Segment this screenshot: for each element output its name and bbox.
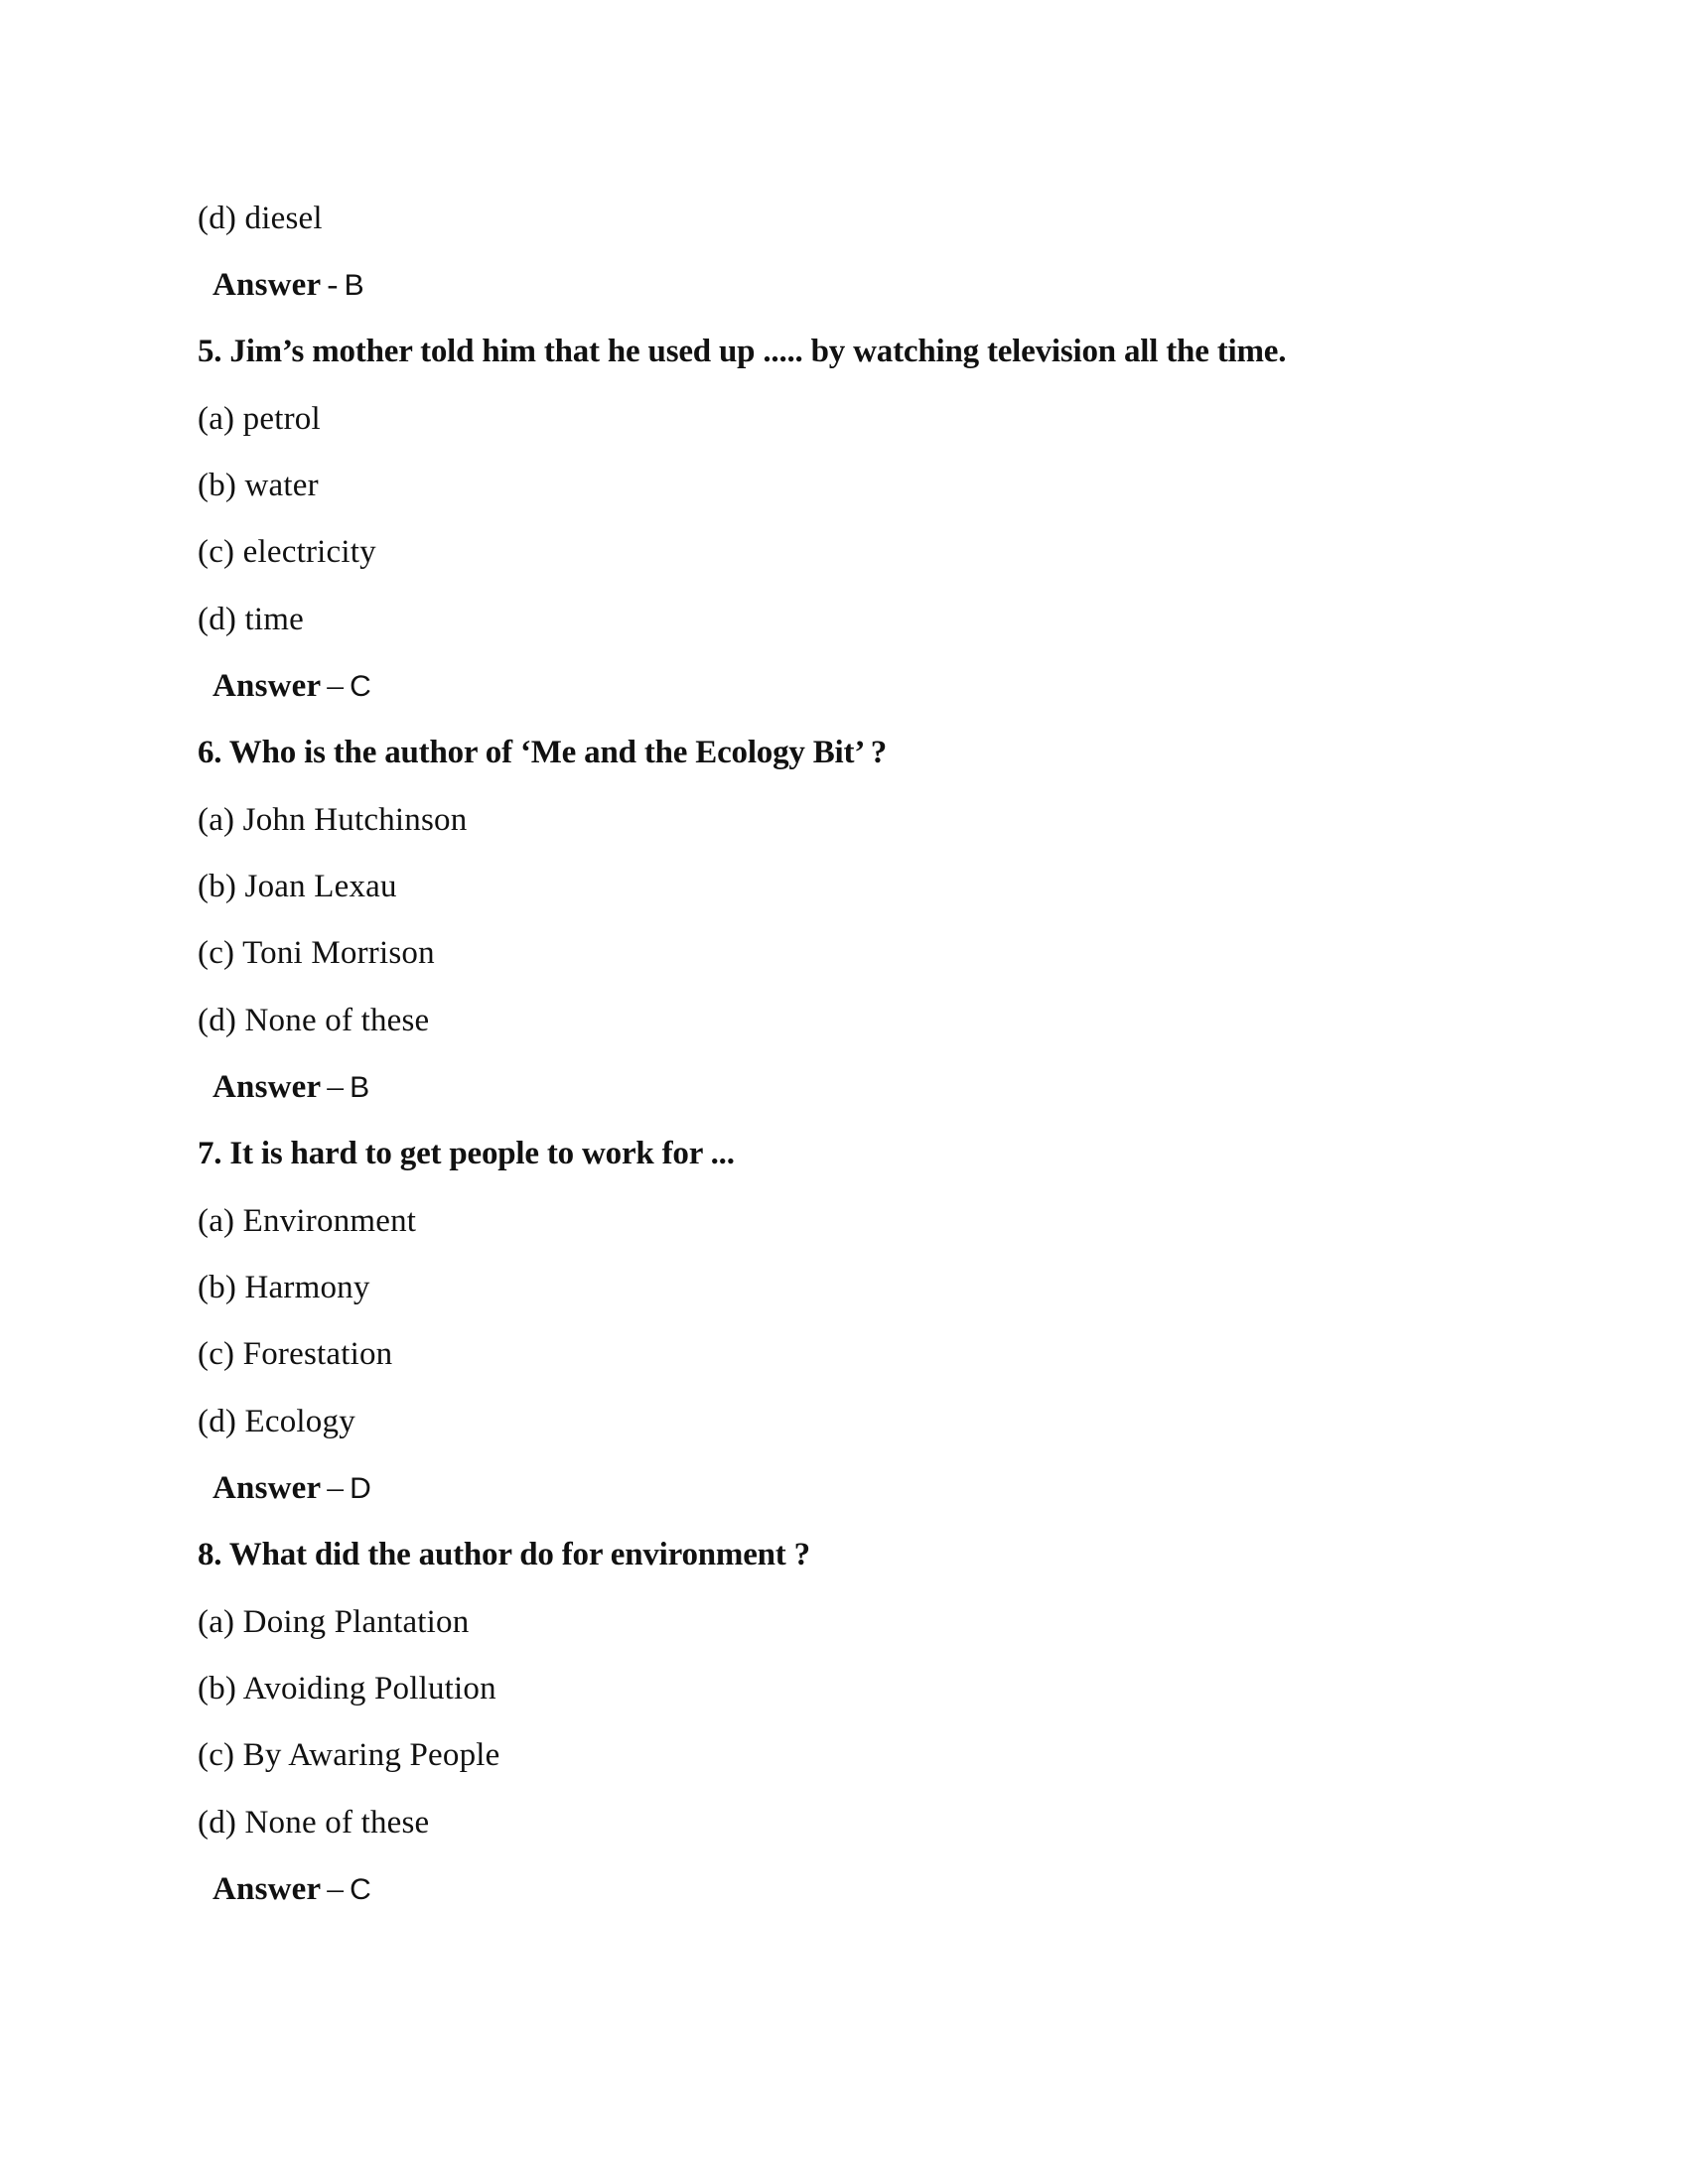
option-8b: (b) Avoiding Pollution (198, 1671, 496, 1706)
option-5d: (d) time (198, 602, 304, 637)
option-7c: (c) Forestation (198, 1336, 393, 1372)
answer-label: Answer (212, 1069, 322, 1105)
option-6c: (c) Toni Morrison (198, 935, 435, 971)
answer-label: Answer (212, 1871, 322, 1907)
option-6a: (a) John Hutchinson (198, 802, 468, 838)
answer-value: D (350, 1472, 371, 1505)
answer-6 (212, 1063, 369, 1111)
answer-value: B (344, 269, 364, 302)
answer-label: Answer (212, 267, 322, 303)
answer-value: B (350, 1071, 370, 1104)
answer-label: Answer (212, 1470, 322, 1506)
option-8c: (c) By Awaring People (198, 1737, 500, 1773)
answer-label: Answer (212, 668, 322, 704)
option-8d: (d) None of these (198, 1805, 430, 1841)
option-5b: (b) water (198, 468, 319, 503)
answer-separator: – (327, 668, 345, 704)
answer-7 (212, 1464, 371, 1512)
option-4d: (d) diesel (198, 201, 323, 236)
option-6b: (b) Joan Lexau (198, 869, 397, 904)
option-8a: (a) Doing Plantation (198, 1604, 470, 1640)
answer-8 (212, 1865, 371, 1913)
answer-5 (212, 662, 371, 710)
question-7: 7. It is hard to get people to work for ... (198, 1136, 735, 1171)
option-5c: (c) electricity (198, 534, 376, 570)
question-6: 6. Who is the author of ‘Me and the Ecology Bit’ ? (198, 735, 888, 770)
answer-separator: – (327, 1470, 345, 1506)
option-6d: (d) None of these (198, 1003, 430, 1038)
question-5: 5. Jim’s mother told him that he used up ..... by watching television all the time. (198, 334, 1287, 369)
answer-separator: – (327, 1871, 345, 1907)
answer-separator: - (327, 267, 339, 303)
question-8: 8. What did the author do for environment ? (198, 1537, 810, 1572)
answer-value: C (350, 1873, 371, 1906)
option-7a: (a) Environment (198, 1203, 417, 1239)
option-7d: (d) Ecology (198, 1404, 355, 1439)
answer-value: C (350, 670, 371, 703)
option-7b: (b) Harmony (198, 1270, 370, 1305)
answer-4 (212, 261, 364, 309)
answer-separator: – (327, 1069, 345, 1105)
option-5a: (a) petrol (198, 401, 321, 437)
